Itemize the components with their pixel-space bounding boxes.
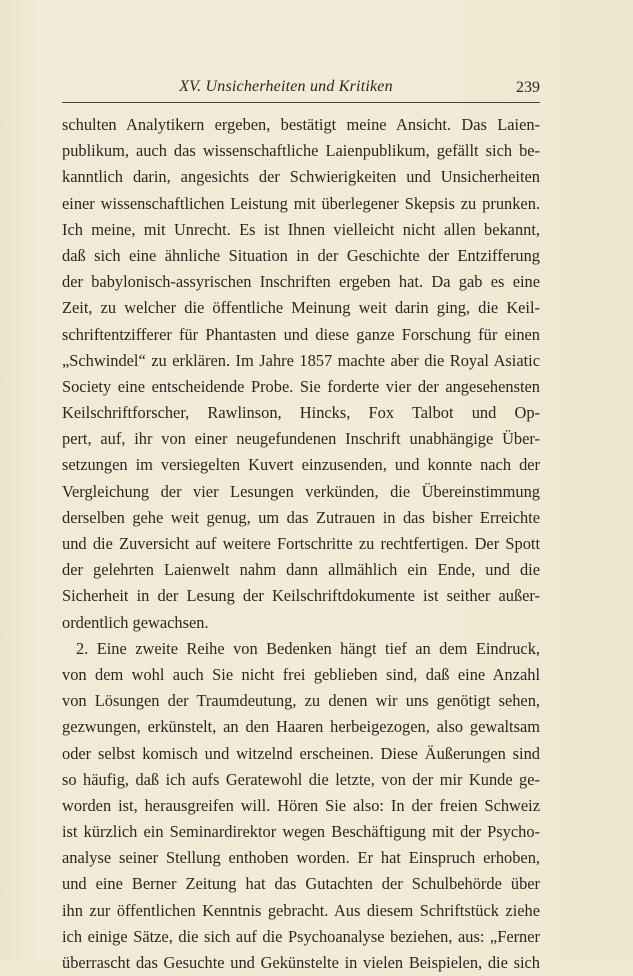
text-line: der gelehrten Laienwelt nahm dann allmählich ein Ende, und die — [62, 560, 540, 580]
running-title: XV. Unsicherheiten und Kritiken — [179, 78, 393, 95]
text-line: 2. Eine zweite Reihe von Bedenken hängt tief an dem Eindruck, — [76, 638, 540, 658]
text-line: schulten Analytikern ergeben, bestätigt meine Ansicht. Das Laien- — [62, 115, 540, 134]
text-line: so häufig, daß ich aufs Geratewohl die letzte, von der mir Kunde ge- — [62, 769, 540, 789]
text-line: der babylonisch-assyrischen Inschriften ergeben hat. Da gab es eine — [62, 272, 540, 292]
running-head — [62, 78, 540, 102]
text-line: Society eine entscheidende Probe. Sie forderte vier der angesehensten — [62, 376, 540, 396]
header-rule — [62, 102, 540, 103]
text-line: Sicherheit in der Lesung der Keilschriftdokumente ist seither außer- — [62, 586, 540, 606]
body-text — [62, 112, 540, 976]
text-line: oder selbst komisch und witzelnd erscheinen. Diese Äußerungen sind — [62, 743, 540, 763]
page-number: 239 — [516, 79, 540, 96]
text-line: und eine Berner Zeitung hat das Gutachten der Schulbehörde über — [62, 874, 540, 894]
text-line: derselben gehe weit genug, um das Zutrauen in das bisher Erreichte — [62, 507, 540, 527]
text-line: Ich meine, mit Unrecht. Es ist Ihnen vielleicht nicht allen bekannt, — [62, 219, 540, 239]
text-line: schriftentzifferer für Phantasten und diese ganze Forschung für einen — [62, 324, 540, 344]
text-line: gezwungen, erkünstelt, an den Haaren herbeigezogen, also gewaltsam — [62, 717, 540, 737]
text-line: ordentlich gewachsen. — [62, 612, 209, 632]
text-line: Vergleichung der vier Lesungen verkünden, die Übereinstimmung — [62, 481, 540, 501]
text-line: worden ist, herausgreifen will. Hören Sie also: In der freien Schweiz — [62, 795, 540, 815]
text-line: Zeit, zu welcher die öffentliche Meinung weit darin ging, die Keil- — [62, 298, 540, 318]
text-line: einer wissenschaftlichen Leistung mit überlegener Skepsis zu prunken. — [62, 193, 540, 213]
text-line: von Lösungen der Traumdeutung, zu denen wir uns genötigt sehen, — [62, 691, 540, 711]
text-line: publikum, auch das wissenschaftliche Laienpublikum, gefällt sich be- — [62, 141, 540, 161]
text-line: von dem wohl auch Sie nicht frei geblieben sind, daß eine Anzahl — [62, 664, 540, 684]
text-line: setzungen im versiegelten Kuvert einzusenden, und konnte nach der — [62, 455, 540, 475]
text-line: ich einige Sätze, die sich auf die Psychoanalyse beziehen, aus: „Ferner — [62, 926, 540, 946]
text-line: Keilschriftforscher, Rawlinson, Hincks, Fox Talbot und Op- — [62, 403, 540, 423]
text-line: „Schwindel“ zu erklären. Im Jahre 1857 machte aber die Royal Asiatic — [62, 350, 540, 370]
text-line: und die Zuversicht auf weitere Fortschritte zu rechtfertigen. Der Spott — [62, 534, 540, 553]
text-line: pert, auf, ihr von einer neugefundenen Inschrift unabhängige Über- — [62, 429, 540, 449]
text-line: ist kürzlich ein Seminardirektor wegen Beschäftigung mit der Psycho- — [62, 822, 540, 842]
text-line: analyse seiner Stellung enthoben worden. Er hat Einspruch erhoben, — [62, 848, 540, 868]
text-line: daß sich eine ähnliche Situation in der Geschichte der Entzifferung — [62, 245, 540, 265]
text-line: überrascht das Gesuchte und Gekünstelte in vielen Beispielen, die sich — [62, 953, 540, 972]
text-line: kanntlich darin, angesichts der Schwierigkeiten und Unsicherheiten — [62, 167, 540, 187]
text-line: ihn zur öffentlichen Kenntnis gebracht. Aus diesem Schriftstück ziehe — [62, 900, 540, 920]
